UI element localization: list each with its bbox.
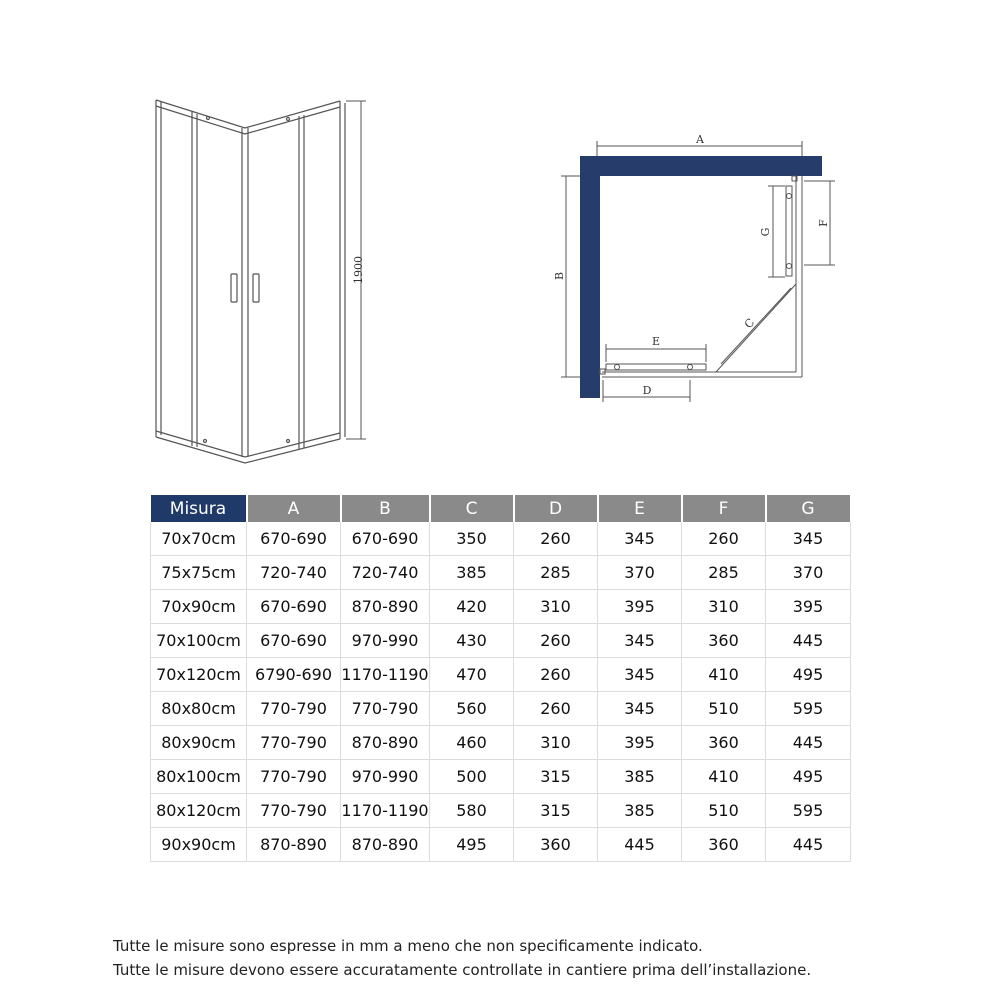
value-cell: 260	[514, 522, 598, 556]
header-col-e: E	[598, 495, 682, 522]
value-cell: 870-890	[247, 828, 341, 862]
value-cell: 345	[598, 658, 682, 692]
value-cell: 970-990	[341, 624, 430, 658]
right-handle	[253, 274, 259, 302]
value-cell: 420	[430, 590, 514, 624]
value-cell: 595	[766, 692, 851, 726]
label-f: F	[817, 219, 830, 227]
left-handle	[231, 274, 237, 302]
table-row	[151, 522, 851, 556]
size-cell: 70x90cm	[151, 590, 247, 624]
size-cell: 75x75cm	[151, 556, 247, 590]
value-cell: 285	[514, 556, 598, 590]
size-cell: 80x100cm	[151, 760, 247, 794]
value-cell: 870-890	[341, 828, 430, 862]
height-label: 1900	[352, 256, 365, 284]
value-cell: 315	[514, 794, 598, 828]
value-cell: 770-790	[341, 692, 430, 726]
value-cell: 260	[514, 692, 598, 726]
table-row	[151, 658, 851, 692]
value-cell: 360	[514, 828, 598, 862]
left-wall	[580, 156, 600, 398]
value-cell: 670-690	[341, 522, 430, 556]
label-e: E	[651, 335, 661, 348]
value-cell: 580	[430, 794, 514, 828]
value-cell: 310	[514, 590, 598, 624]
header-col-d: D	[514, 495, 598, 522]
value-cell: 350	[430, 522, 514, 556]
value-cell: 770-790	[247, 760, 341, 794]
value-cell: 510	[682, 794, 766, 828]
table-row	[151, 760, 851, 794]
value-cell: 6790-690	[247, 658, 341, 692]
label-d: D	[642, 384, 652, 397]
top-wall	[580, 156, 822, 176]
value-cell: 310	[682, 590, 766, 624]
header-col-c: C	[430, 495, 514, 522]
label-c: C	[741, 315, 758, 332]
value-cell: 510	[682, 692, 766, 726]
value-cell: 470	[430, 658, 514, 692]
value-cell: 770-790	[247, 726, 341, 760]
value-cell: 315	[514, 760, 598, 794]
value-cell: 345	[598, 522, 682, 556]
header-col-a: A	[247, 495, 341, 522]
value-cell: 410	[682, 760, 766, 794]
size-cell: 80x80cm	[151, 692, 247, 726]
value-cell: 310	[514, 726, 598, 760]
header-misura: Misura	[151, 495, 247, 522]
value-cell: 1170-1190	[341, 794, 430, 828]
table-row	[151, 590, 851, 624]
value-cell: 445	[766, 828, 851, 862]
header-col-f: F	[682, 495, 766, 522]
table-header-row	[151, 495, 851, 522]
value-cell: 495	[766, 760, 851, 794]
value-cell: 870-890	[341, 726, 430, 760]
value-cell: 385	[598, 760, 682, 794]
size-cell: 90x90cm	[151, 828, 247, 862]
value-cell: 345	[598, 624, 682, 658]
label-b: B	[553, 271, 566, 281]
table-body	[151, 522, 851, 862]
value-cell: 595	[766, 794, 851, 828]
table-row	[151, 726, 851, 760]
value-cell: 430	[430, 624, 514, 658]
technical-drawing	[0, 0, 1000, 480]
value-cell: 770-790	[247, 692, 341, 726]
value-cell: 870-890	[341, 590, 430, 624]
value-cell: 670-690	[247, 522, 341, 556]
value-cell: 345	[766, 522, 851, 556]
value-cell: 445	[598, 828, 682, 862]
value-cell: 285	[682, 556, 766, 590]
value-cell: 370	[766, 556, 851, 590]
value-cell: 495	[430, 828, 514, 862]
value-cell: 720-740	[341, 556, 430, 590]
value-cell: 345	[598, 692, 682, 726]
value-cell: 1170-1190	[341, 658, 430, 692]
label-g: G	[759, 227, 772, 237]
plan-dimensions	[561, 141, 835, 402]
measurements-table	[150, 495, 852, 862]
value-cell: 385	[598, 794, 682, 828]
size-cell: 70x70cm	[151, 522, 247, 556]
value-cell: 670-690	[247, 590, 341, 624]
shower-enclosure-front-view	[156, 100, 345, 463]
table-row	[151, 828, 851, 862]
value-cell: 370	[598, 556, 682, 590]
table-row	[151, 794, 851, 828]
table-row	[151, 624, 851, 658]
label-a: A	[696, 133, 704, 146]
value-cell: 360	[682, 828, 766, 862]
header-col-b: B	[341, 495, 430, 522]
size-cell: 70x100cm	[151, 624, 247, 658]
value-cell: 560	[430, 692, 514, 726]
value-cell: 410	[682, 658, 766, 692]
value-cell: 395	[598, 590, 682, 624]
value-cell: 770-790	[247, 794, 341, 828]
value-cell: 395	[766, 590, 851, 624]
value-cell: 260	[514, 624, 598, 658]
value-cell: 970-990	[341, 760, 430, 794]
size-cell: 70x120cm	[151, 658, 247, 692]
value-cell: 670-690	[247, 624, 341, 658]
table-row	[151, 692, 851, 726]
header-col-g: G	[766, 495, 851, 522]
value-cell: 395	[598, 726, 682, 760]
value-cell: 360	[682, 726, 766, 760]
value-cell: 445	[766, 624, 851, 658]
note-line: Tutte le misure sono espresse in mm a meno che non specificamente indicato.	[113, 937, 703, 955]
value-cell: 445	[766, 726, 851, 760]
size-cell: 80x90cm	[151, 726, 247, 760]
note-line: Tutte le misure devono essere accuratamente controllate in cantiere prima dell’installazione.	[113, 961, 812, 979]
value-cell: 500	[430, 760, 514, 794]
value-cell: 260	[514, 658, 598, 692]
value-cell: 260	[682, 522, 766, 556]
value-cell: 460	[430, 726, 514, 760]
value-cell: 360	[682, 624, 766, 658]
value-cell: 385	[430, 556, 514, 590]
value-cell: 720-740	[247, 556, 341, 590]
notes	[113, 934, 811, 982]
size-cell: 80x120cm	[151, 794, 247, 828]
value-cell: 495	[766, 658, 851, 692]
table-row	[151, 556, 851, 590]
